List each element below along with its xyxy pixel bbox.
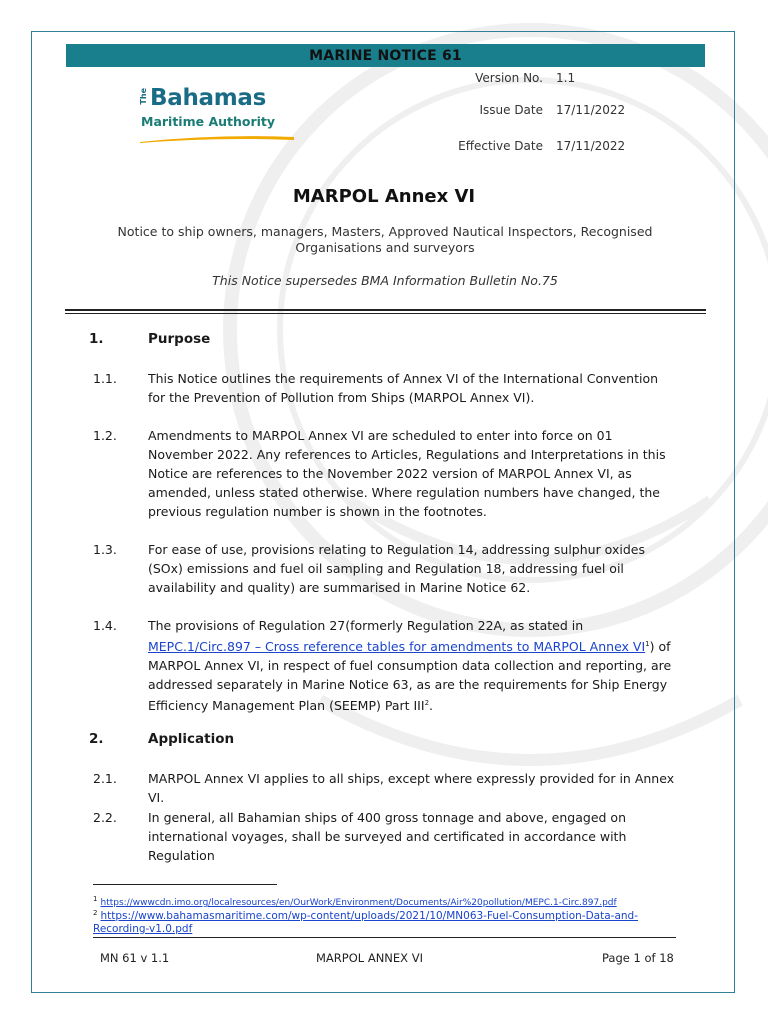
para-2-1-text: MARPOL Annex VI applies to all ships, except where expressly provided for in Annex VI. bbox=[148, 771, 675, 805]
para-2-2-number: 2.2. bbox=[93, 810, 117, 825]
bahamas-maritime-authority-logo bbox=[140, 85, 300, 145]
section-1-title: Purpose bbox=[148, 331, 211, 347]
addressee-line: Notice to ship owners, managers, Masters, Approved Nautical Inspectors, Recognised Organisations and surveyors bbox=[117, 224, 653, 255]
footnote-2 bbox=[93, 907, 663, 936]
para-2-1-number: 2.1. bbox=[93, 771, 117, 786]
mepc-circ-897-link[interactable]: MEPC.1/Circ.897 – Cross reference tables for amendments to MARPOL Annex VI bbox=[148, 639, 646, 655]
footer-center: MARPOL ANNEX VI bbox=[316, 951, 423, 965]
para-1-4-text-a: The provisions of Regulation 27(formerly Regulation 22A, as stated in bbox=[148, 618, 584, 633]
para-1-4-text-b: ) of MARPOL Annex VI, in respect of fuel consumption data collection and reporting, are addressed separately in Marine Notice 63, as are the requirements for Ship Energy Efficiency Management Plan (SEEMP) Part III bbox=[148, 639, 672, 714]
document-title: MARPOL Annex VI bbox=[292, 186, 476, 207]
para-1-2-number: 1.2. bbox=[93, 428, 117, 443]
para-1-1-number: 1.1. bbox=[93, 371, 117, 386]
para-1-4-text-c: . bbox=[429, 698, 434, 714]
footnote-1-mark: 1 bbox=[93, 895, 98, 903]
issue-date-value: 17/11/2022 bbox=[556, 103, 626, 117]
footer-divider bbox=[93, 937, 676, 938]
logo-subtitle: Maritime Authority bbox=[141, 114, 276, 129]
para-1-3-text: For ease of use, provisions relating to Regulation 14, addressing sulphur oxides (SOx) emissions and fuel oil sampling and Regulation 18, addressing fuel oil availability and quality) are summarised in Marine Notice 62. bbox=[148, 542, 645, 595]
supersedes-note: This Notice supersedes BMA Information Bulletin No.75 bbox=[212, 273, 558, 288]
para-2-2-text: In general, all Bahamian ships of 400 gross tonnage and above, engaged on international voyages, shall be surveyed and certificated in accordance with Regulation bbox=[148, 810, 627, 863]
section-2-number: 2. bbox=[89, 731, 104, 747]
footer-page-number: Page 1 of 18 bbox=[602, 951, 674, 965]
effective-date-value: 17/11/2022 bbox=[556, 139, 626, 153]
footer-left: MN 61 v 1.1 bbox=[100, 951, 170, 965]
para-1-4-text bbox=[148, 616, 678, 715]
footnote-2-mark: 2 bbox=[93, 909, 98, 917]
para-1-4-number: 1.4. bbox=[93, 618, 117, 633]
footnote-ref-2[interactable]: 2 bbox=[424, 699, 430, 708]
para-1-2-text: Amendments to MARPOL Annex VI are scheduled to enter into force on 01 November 2022. Any references to Articles, Regulations and Interpretations in this Notice are references to the November 2022 version of MARPOL Annex VI, as amended, unless stated otherwise. Where regulation numbers have changed, the previous regulation number is shown in the footnotes. bbox=[148, 428, 666, 519]
footnote-ref-1[interactable]: 1 bbox=[645, 640, 650, 648]
footnote-2-link[interactable]: https://www.bahamasmaritime.com/wp-content/uploads/2021/10/MN063-Fuel-Consumption-Data-and-Recording-v1.0.pdf bbox=[93, 910, 638, 936]
version-value: 1.1 bbox=[556, 71, 576, 85]
footnote-1-link[interactable]: https://wwwcdn.imo.org/localresources/en/OurWork/Environment/Documents/Air%20pollution/MEPC.1-Circ.897.pdf bbox=[100, 898, 617, 909]
footnote-divider bbox=[93, 884, 277, 885]
logo-swoosh-icon bbox=[140, 133, 294, 143]
section-2-title: Application bbox=[148, 731, 235, 747]
logo-the: The bbox=[139, 88, 148, 105]
para-1-1-text: This Notice outlines the requirements of Annex VI of the International Convention for the Prevention of Pollution from Ships (MARPOL Annex VI). bbox=[148, 371, 659, 405]
header-divider bbox=[65, 309, 706, 314]
marine-notice-banner: MARINE NOTICE 61 bbox=[66, 44, 705, 67]
para-1-3-number: 1.3. bbox=[93, 542, 117, 557]
logo-name: Bahamas bbox=[150, 85, 267, 111]
section-1-number: 1. bbox=[89, 331, 104, 347]
